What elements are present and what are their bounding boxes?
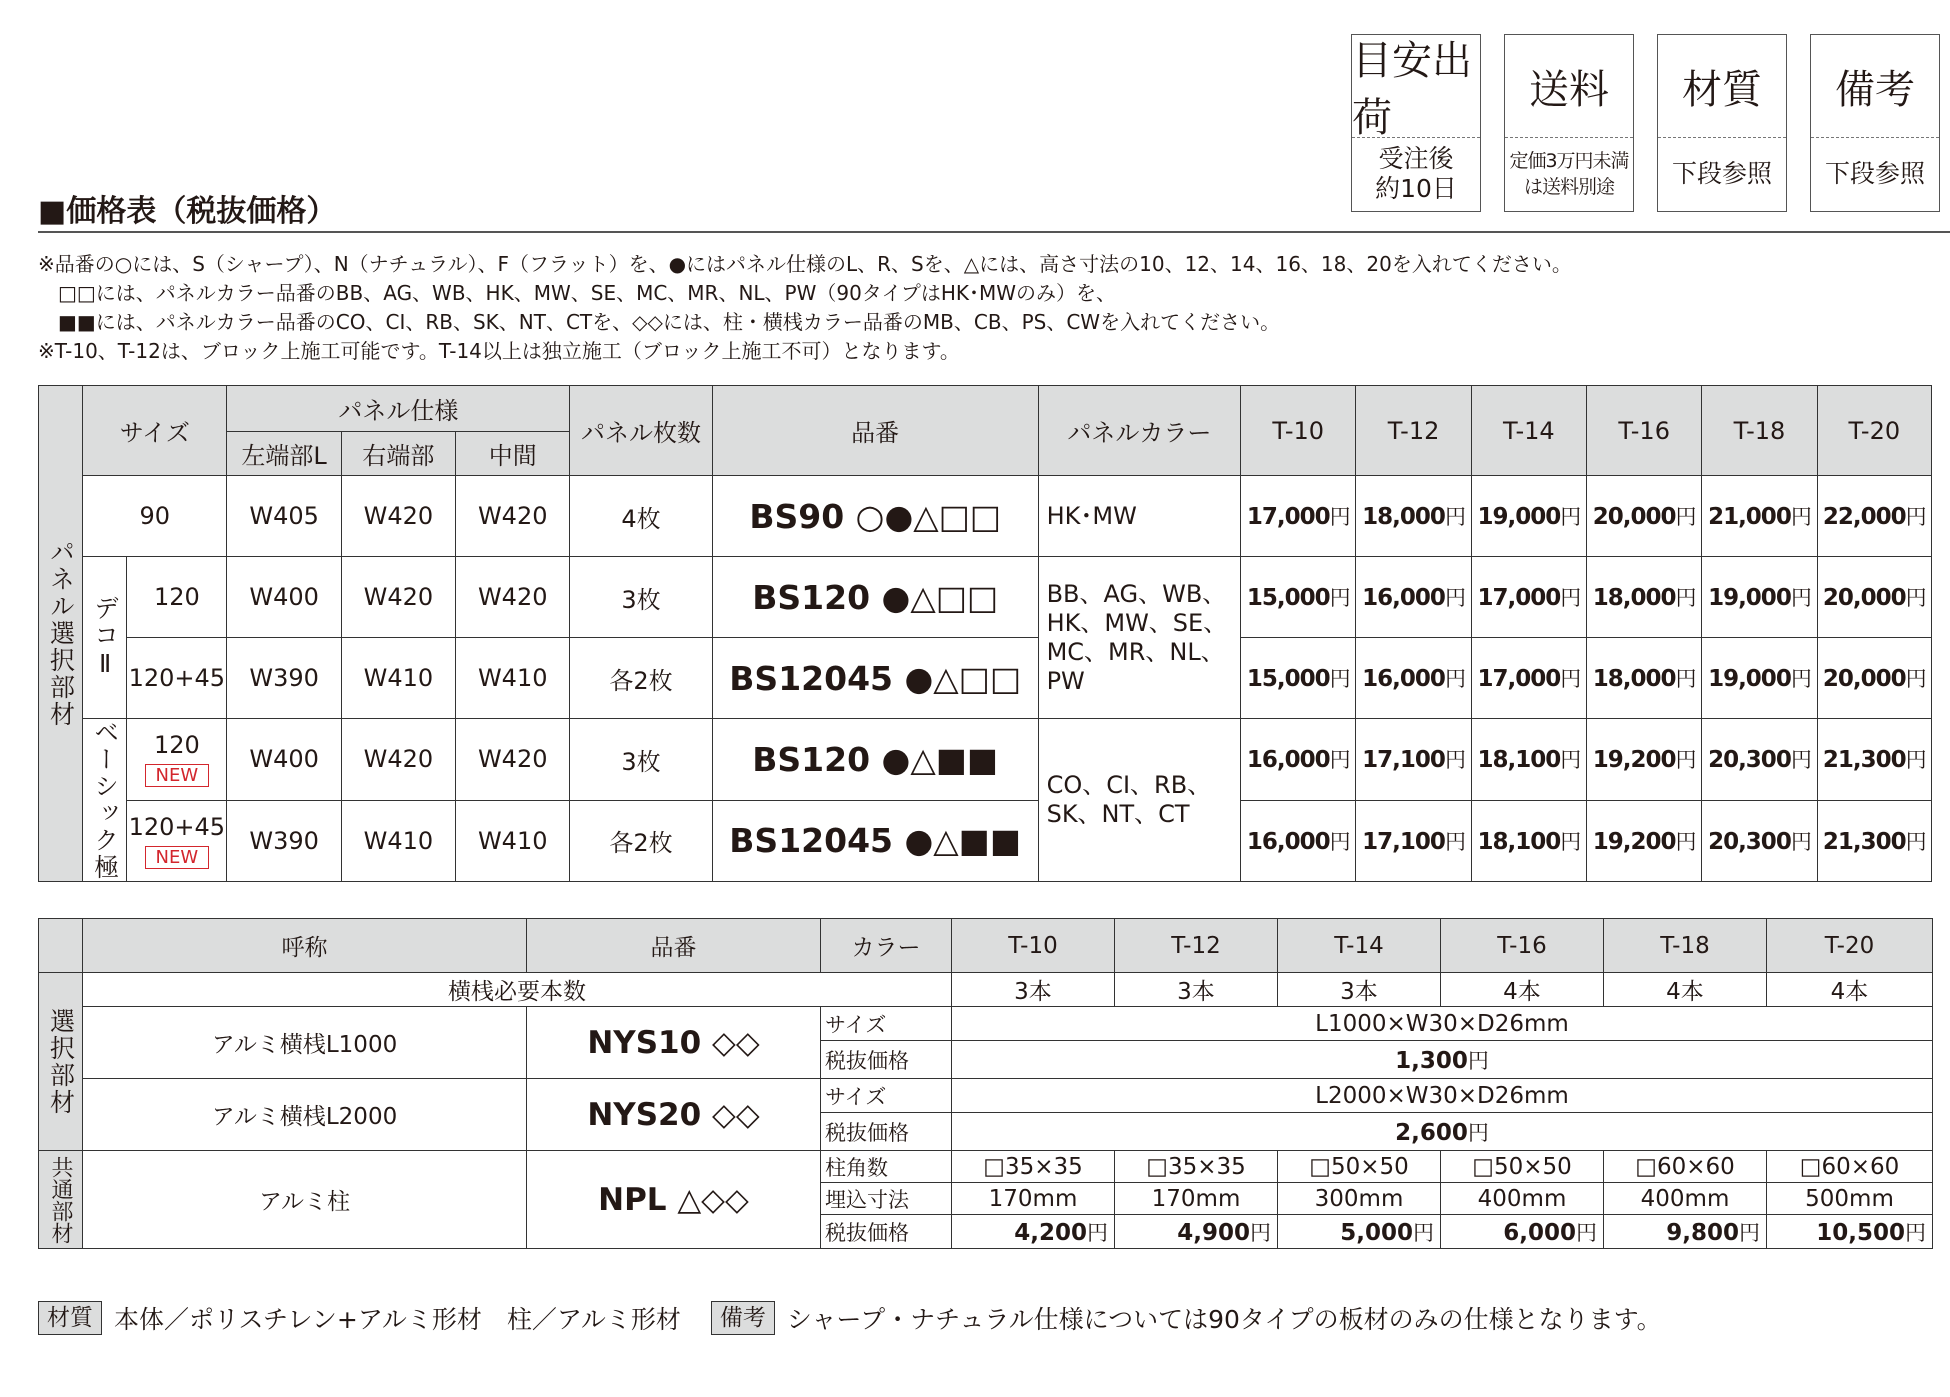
price-value: 17,000: [1246, 504, 1330, 530]
price-value: 15,000: [1246, 585, 1330, 611]
remarks-heading: 備考: [1811, 35, 1939, 138]
parts-header-t18: T-18: [1604, 919, 1767, 973]
count-cell: 各2枚: [570, 800, 712, 882]
header-t20: T-20: [1817, 386, 1931, 476]
post-name: アルミ柱: [83, 1151, 527, 1249]
price-value: 16,000: [1362, 666, 1445, 692]
header-panel-color: パネルカラー: [1038, 386, 1241, 476]
price-value: 19,000: [1708, 666, 1791, 692]
rail2-size: L2000×W30×D26mm: [952, 1079, 1933, 1113]
rail2-size-label: サイズ: [821, 1079, 952, 1113]
group-basic-label: ベーシック極: [90, 719, 120, 881]
product-code-cell: BS120 ●△■■: [712, 719, 1038, 801]
yen-unit: 円: [1905, 505, 1926, 529]
header-product-code: 品番: [712, 386, 1038, 476]
material-text: 本体／ポリスチレン+アルミ形材 柱／アルミ形材: [114, 1305, 681, 1334]
post-price: 9,800: [1666, 1219, 1739, 1246]
panel-side-label: パネル選択部材: [46, 539, 76, 728]
yen-unit: 円: [1329, 505, 1350, 529]
price-value: 20,300: [1708, 828, 1791, 855]
right-end-cell: W420: [341, 476, 455, 557]
post-price: 5,000: [1340, 1219, 1413, 1246]
price-cell: [1241, 476, 1356, 557]
count-cell: 3枚: [570, 557, 712, 638]
header-middle: 中間: [456, 432, 570, 476]
yen-unit: 円: [1576, 1220, 1597, 1245]
yen-unit: 円: [1444, 667, 1465, 691]
info-box-remarks: [1810, 34, 1940, 212]
group-deco-cell: [83, 557, 127, 719]
rail2-price-label: 税抜価格: [821, 1113, 952, 1151]
price-cell: [1471, 476, 1586, 557]
yen-unit: 円: [1905, 1220, 1926, 1245]
material-tag: 材質: [38, 1301, 102, 1335]
right-end-cell: W420: [341, 719, 455, 801]
yen-unit: 円: [1467, 1120, 1489, 1145]
post-section-cell: □35×35: [952, 1151, 1115, 1183]
post-price-cell: [1441, 1215, 1604, 1249]
price-cell: [1471, 719, 1586, 801]
yen-unit: 円: [1790, 667, 1811, 691]
yen-unit: 円: [1329, 829, 1350, 854]
rail1-code: NYS10 ◇◇: [527, 1007, 821, 1079]
section-title: ■価格表（税抜価格）: [38, 194, 337, 229]
header-left-end: 左端部L: [227, 432, 341, 476]
price-value: 18,000: [1362, 504, 1445, 530]
post-price: 6,000: [1503, 1219, 1576, 1246]
size-cell: [127, 800, 227, 882]
rail-count-cell: 4本: [1604, 973, 1767, 1007]
header-t10: T-10: [1241, 386, 1356, 476]
yen-unit: 円: [1905, 667, 1926, 691]
price-cell: [1241, 719, 1356, 801]
footer-notes: [38, 1300, 1662, 1336]
parts-header-name: 呼称: [83, 919, 527, 973]
header-panel-spec: パネル仕様: [227, 386, 570, 432]
price-value: 20,300: [1708, 747, 1791, 774]
post-section-cell: □50×50: [1278, 1151, 1441, 1183]
header-t18: T-18: [1702, 386, 1817, 476]
rail2-price-cell: [952, 1113, 1933, 1151]
price-value: 17,100: [1362, 828, 1445, 855]
remark-tag: 備考: [711, 1301, 775, 1335]
rail2-price: 2,600: [1395, 1119, 1468, 1146]
material-value: 下段参照: [1671, 159, 1772, 188]
price-cell: [1356, 719, 1471, 801]
info-box-shipping: [1351, 34, 1481, 212]
price-cell: [1587, 476, 1702, 557]
right-end-cell: W410: [341, 638, 455, 719]
yen-unit: 円: [1087, 1220, 1108, 1245]
yen-unit: 円: [1329, 586, 1350, 610]
info-box-material: [1657, 34, 1787, 212]
common-side-label-cell: [39, 1151, 83, 1249]
price-value: 18,100: [1477, 828, 1561, 855]
note-line-1: ※品番の○には、S（シャープ）、N（ナチュラル）、F（フラット）を、●にはパネル仕様のL、R、Sを、△には、高さ寸法の10、12、14、16、18、20を入れてください。: [38, 252, 1572, 276]
middle-cell: W410: [456, 638, 570, 719]
yen-unit: 円: [1790, 829, 1811, 854]
table-row: [39, 1079, 1933, 1113]
yen-unit: 円: [1560, 748, 1581, 773]
post-price: 10,500: [1816, 1219, 1905, 1246]
product-code-cell: BS12045 ●△■■: [712, 800, 1038, 882]
header-t12: T-12: [1356, 386, 1471, 476]
post-depth-cell: 400mm: [1604, 1183, 1767, 1215]
size-cell: [127, 719, 227, 801]
header-size: サイズ: [83, 386, 227, 476]
product-code-cell: BS120 ●△□□: [712, 557, 1038, 638]
post-section-cell: □35×35: [1115, 1151, 1278, 1183]
middle-cell: W420: [456, 557, 570, 638]
rail2-name: アルミ横桟L2000: [83, 1079, 527, 1151]
price-value: 17,000: [1477, 585, 1561, 611]
rail-count-cell: 4本: [1767, 973, 1933, 1007]
price-cell: [1817, 719, 1931, 801]
yen-unit: 円: [1444, 505, 1465, 529]
rail1-size-label: サイズ: [821, 1007, 952, 1041]
shipping-value: 受注後 約10日: [1375, 144, 1457, 203]
price-value: 17,100: [1362, 747, 1445, 774]
price-cell: [1356, 557, 1471, 638]
yen-unit: 円: [1790, 505, 1811, 529]
delivery-fee-heading: 送料: [1505, 35, 1633, 138]
size-cell: 120+45: [127, 638, 227, 719]
note-line-3: ■■には、パネルカラー品番のCO、CI、RB、SK、NT、CTを、◇◇には、柱・横桟カラー品番のMB、CB、PS、CWを入れてください。: [38, 310, 1281, 334]
price-value: 20,000: [1822, 666, 1906, 692]
price-cell: [1702, 476, 1817, 557]
yen-unit: 円: [1413, 1220, 1434, 1245]
post-depth-cell: 300mm: [1278, 1183, 1441, 1215]
price-cell: [1241, 800, 1356, 882]
yen-unit: 円: [1790, 586, 1811, 610]
right-end-cell: W420: [341, 557, 455, 638]
post-price-cell: [1115, 1215, 1278, 1249]
rail1-name: アルミ横桟L1000: [83, 1007, 527, 1079]
post-section-cell: □60×60: [1604, 1151, 1767, 1183]
table-row: [39, 719, 1932, 801]
table-row: [39, 476, 1932, 557]
header-t16: T-16: [1587, 386, 1702, 476]
price-cell: [1702, 800, 1817, 882]
new-badge: NEW: [145, 846, 210, 869]
yen-unit: 円: [1444, 586, 1465, 610]
price-cell: [1356, 800, 1471, 882]
post-price: 4,900: [1177, 1219, 1250, 1246]
price-value: 19,200: [1592, 747, 1676, 774]
post-depth-cell: 500mm: [1767, 1183, 1933, 1215]
yen-unit: 円: [1560, 586, 1581, 610]
price-cell: [1587, 719, 1702, 801]
price-value: 20,000: [1592, 504, 1676, 530]
yen-unit: 円: [1329, 748, 1350, 773]
remark-text: シャープ・ナチュラル仕様については90タイプの板材のみの仕様となります。: [786, 1305, 1662, 1334]
remarks-value: 下段参照: [1824, 159, 1925, 188]
yen-unit: 円: [1444, 748, 1465, 773]
yen-unit: 円: [1467, 1048, 1489, 1073]
header-right-end: 右端部: [341, 432, 455, 476]
left-end-cell: W400: [227, 719, 341, 801]
new-badge: NEW: [145, 764, 210, 787]
parts-header-color: カラー: [821, 919, 952, 973]
price-value: 17,000: [1477, 666, 1561, 692]
yen-unit: 円: [1790, 748, 1811, 773]
price-cell: [1817, 557, 1931, 638]
price-value: 16,000: [1246, 828, 1330, 855]
price-cell: [1702, 557, 1817, 638]
price-value: 21,300: [1822, 747, 1906, 774]
parts-header-corner: [39, 919, 83, 973]
table-row: [39, 1151, 1933, 1183]
yen-unit: 円: [1675, 748, 1696, 773]
group-deco-label: デコⅡ: [90, 595, 120, 680]
yen-unit: 円: [1739, 1220, 1760, 1245]
yen-unit: 円: [1905, 829, 1926, 854]
shipping-heading: 目安出荷: [1352, 35, 1480, 138]
middle-cell: W420: [456, 719, 570, 801]
count-cell: 3枚: [570, 719, 712, 801]
price-cell: [1471, 800, 1586, 882]
post-section-cell: □50×50: [1441, 1151, 1604, 1183]
post-price-cell: [1278, 1215, 1441, 1249]
parts-header-t14: T-14: [1278, 919, 1441, 973]
parts-header-t20: T-20: [1767, 919, 1933, 973]
left-end-cell: W390: [227, 800, 341, 882]
price-value: 21,300: [1822, 828, 1906, 855]
count-cell: 各2枚: [570, 638, 712, 719]
rail-count-label: 横桟必要本数: [83, 973, 952, 1007]
post-section-label: 柱角数: [821, 1151, 952, 1183]
rail1-price-label: 税抜価格: [821, 1041, 952, 1079]
select-side-label-cell: [39, 973, 83, 1151]
price-cell: [1702, 719, 1817, 801]
post-depth-label: 埋込寸法: [821, 1183, 952, 1215]
group-basic-cell: [83, 719, 127, 882]
price-cell: [1241, 557, 1356, 638]
middle-cell: W420: [456, 476, 570, 557]
price-value: 16,000: [1246, 747, 1330, 774]
price-cell: [1817, 638, 1931, 719]
yen-unit: 円: [1905, 586, 1926, 610]
price-cell: [1356, 638, 1471, 719]
post-price-label: 税抜価格: [821, 1215, 952, 1249]
price-value: 19,200: [1592, 828, 1676, 855]
title-divider: [38, 231, 1950, 233]
table-row: [39, 973, 1933, 1007]
rail-count-cell: 3本: [1278, 973, 1441, 1007]
rail1-size: L1000×W30×D26mm: [952, 1007, 1933, 1041]
yen-unit: 円: [1675, 505, 1696, 529]
yen-unit: 円: [1560, 667, 1581, 691]
price-value: 21,000: [1708, 504, 1791, 530]
rail-count-cell: 3本: [1115, 973, 1278, 1007]
yen-unit: 円: [1675, 667, 1696, 691]
rail-count-cell: 3本: [952, 973, 1115, 1007]
price-value: 18,100: [1477, 747, 1561, 774]
product-code-cell: BS12045 ●△□□: [712, 638, 1038, 719]
yen-unit: 円: [1905, 748, 1926, 773]
post-price-cell: [1767, 1215, 1933, 1249]
table-row: [39, 800, 1932, 882]
yen-unit: 円: [1675, 586, 1696, 610]
post-depth-cell: 170mm: [1115, 1183, 1278, 1215]
parts-header-code: 品番: [527, 919, 821, 973]
parts-header-t10: T-10: [952, 919, 1115, 973]
post-price-cell: [952, 1215, 1115, 1249]
table-row: [39, 638, 1932, 719]
header-panel-count: パネル枚数: [570, 386, 712, 476]
price-cell: [1356, 476, 1471, 557]
rail1-price-cell: [952, 1041, 1933, 1079]
count-cell: 4枚: [570, 476, 712, 557]
note-line-2: □□には、パネルカラー品番のBB、AG、WB、HK、MW、SE、MC、MR、NL、PW（90タイプはHK･MWのみ）を、: [38, 281, 1117, 305]
select-side-label: 選択部材: [46, 1007, 76, 1116]
parts-header-t12: T-12: [1115, 919, 1278, 973]
post-price: 4,200: [1014, 1219, 1087, 1246]
header-t14: T-14: [1471, 386, 1586, 476]
post-price-cell: [1604, 1215, 1767, 1249]
info-box-delivery-fee: [1504, 34, 1634, 212]
price-cell: [1471, 638, 1586, 719]
yen-unit: 円: [1444, 829, 1465, 854]
left-end-cell: W405: [227, 476, 341, 557]
yen-unit: 円: [1329, 667, 1350, 691]
post-section-cell: □60×60: [1767, 1151, 1933, 1183]
price-cell: [1817, 476, 1931, 557]
size-cell: 120: [127, 557, 227, 638]
product-code-cell: BS90 ○●△□□: [712, 476, 1038, 557]
parts-price-table: [38, 918, 1933, 1249]
price-cell: [1587, 638, 1702, 719]
panel-color-cell: HK･MW: [1038, 476, 1241, 557]
size-value: 120+45: [128, 812, 226, 841]
price-cell: [1587, 800, 1702, 882]
price-value: 19,000: [1708, 585, 1791, 611]
size-cell: 90: [83, 476, 227, 557]
parts-header-t16: T-16: [1441, 919, 1604, 973]
price-value: 16,000: [1362, 585, 1445, 611]
price-value: 15,000: [1246, 666, 1330, 692]
price-cell: [1587, 557, 1702, 638]
post-code: NPL △◇◇: [527, 1151, 821, 1249]
table-row: [39, 557, 1932, 638]
right-end-cell: W410: [341, 800, 455, 882]
size-value: 120: [153, 731, 200, 760]
common-side-label: 共通部材: [48, 1155, 73, 1244]
yen-unit: 円: [1675, 829, 1696, 854]
panel-side-label-cell: [39, 386, 83, 882]
price-cell: [1702, 638, 1817, 719]
price-value: 22,000: [1822, 504, 1906, 530]
rail1-price: 1,300: [1395, 1047, 1468, 1074]
post-depth-cell: 170mm: [952, 1183, 1115, 1215]
panel-color-cell: BB、AG、WB、 HK、MW、SE、 MC、MR、NL、 PW: [1038, 557, 1241, 719]
yen-unit: 円: [1250, 1220, 1271, 1245]
price-value: 19,000: [1477, 504, 1561, 530]
yen-unit: 円: [1560, 505, 1581, 529]
price-cell: [1471, 557, 1586, 638]
price-cell: [1817, 800, 1931, 882]
rail-count-cell: 4本: [1441, 973, 1604, 1007]
delivery-fee-value: 定価3万円未満 は送料別途: [1509, 150, 1629, 198]
price-value: 20,000: [1822, 585, 1906, 611]
rail2-code: NYS20 ◇◇: [527, 1079, 821, 1151]
left-end-cell: W400: [227, 557, 341, 638]
post-depth-cell: 400mm: [1441, 1183, 1604, 1215]
note-line-4: ※T-10、T-12は、ブロック上施工可能です。T-14以上は独立施工（ブロック上施工不可）となります。: [38, 339, 960, 363]
yen-unit: 円: [1560, 829, 1581, 854]
panel-price-table: [38, 385, 1932, 882]
left-end-cell: W390: [227, 638, 341, 719]
table-row: [39, 1007, 1933, 1041]
price-cell: [1241, 638, 1356, 719]
material-heading: 材質: [1658, 35, 1786, 138]
price-value: 18,000: [1592, 666, 1676, 692]
panel-color-cell: CO、CI、RB、 SK、NT、CT: [1038, 719, 1241, 882]
middle-cell: W410: [456, 800, 570, 882]
price-value: 18,000: [1592, 585, 1676, 611]
